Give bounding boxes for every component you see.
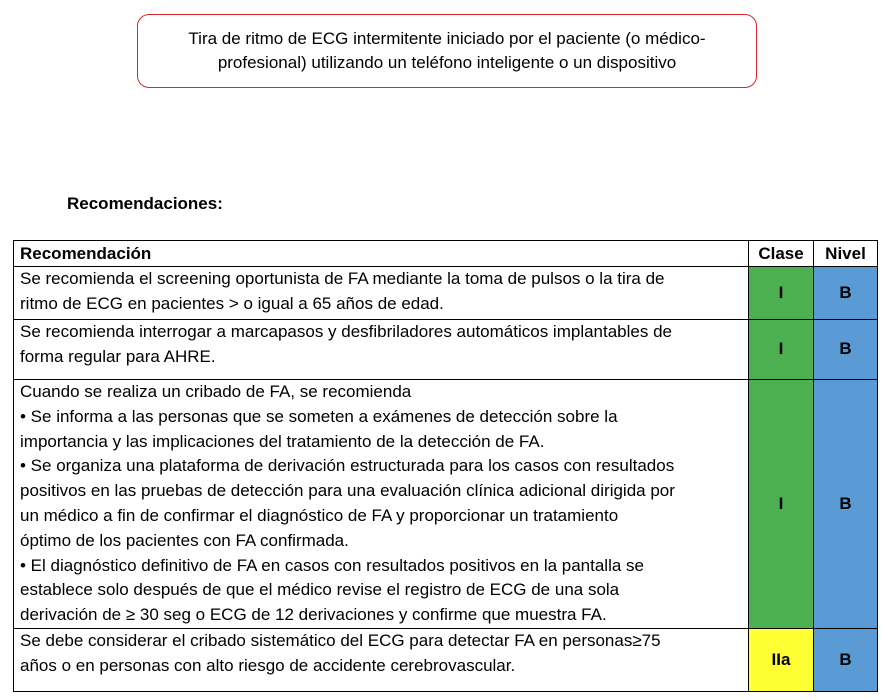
recommendation-line: forma regular para AHRE. — [20, 346, 216, 366]
recommendation-line: Cuando se realiza un cribado de FA, se recomienda — [20, 382, 412, 401]
recommendation-line: • El diagnóstico definitivo de FA en casos con resultados positivos en la pantalla se — [20, 555, 644, 575]
header-recommendation: Recomendación — [14, 241, 749, 267]
table-row — [14, 629, 878, 692]
recommendation-cell — [14, 629, 749, 692]
header-level: Nivel — [814, 241, 878, 267]
callout-text — [188, 27, 705, 75]
recommendation-line: positivos en las pruebas de detección para una evaluación clínica adicional dirigida por — [20, 481, 675, 501]
callout-box — [137, 14, 757, 88]
recommendation-cell — [14, 267, 749, 320]
callout-line: Tira de ritmo de ECG intermitente iniciado por el paciente (o médico- — [188, 29, 706, 48]
table-row — [14, 320, 878, 380]
level-cell: B — [814, 380, 878, 629]
class-cell: IIa — [749, 629, 814, 692]
table-row — [14, 380, 878, 629]
recommendation-cell — [14, 380, 749, 629]
recommendation-line: derivación de ≥ 30 seg o ECG de 12 derivaciones y confirme que muestra FA. — [20, 605, 607, 625]
class-cell: I — [749, 267, 814, 320]
table-header-row — [14, 241, 878, 267]
level-cell: B — [814, 320, 878, 380]
recommendation-line: • Se informa a las personas que se someten a exámenes de detección sobre la — [20, 406, 618, 426]
section-title: Recomendaciones: — [67, 194, 223, 213]
recommendations-table — [13, 240, 878, 692]
recommendation-line: un médico a fin de confirmar el diagnóstico de FA y proporcionar un tratamiento — [20, 505, 619, 525]
recommendation-line: ritmo de ECG en pacientes > o igual a 65 años de edad. — [20, 293, 444, 313]
class-cell: I — [749, 320, 814, 380]
header-class: Clase — [749, 241, 814, 267]
recommendation-line: establece solo después de que el médico revise el registro de ECG de una sola — [20, 580, 620, 600]
recommendation-line: años o en personas con alto riesgo de accidente cerebrovascular. — [20, 655, 516, 675]
recommendation-line: importancia y las implicaciones del tratamiento de la detección de FA. — [20, 431, 545, 451]
level-cell: B — [814, 629, 878, 692]
recommendation-line: Se recomienda el screening oportunista de FA mediante la toma de pulsos o la tira de — [20, 269, 665, 288]
recommendation-line: óptimo de los pacientes con FA confirmada. — [20, 530, 349, 550]
callout-line: profesional) utilizando un teléfono inteligente o un dispositivo — [217, 53, 677, 72]
class-cell: I — [749, 380, 814, 629]
recommendation-line: Se debe considerar el cribado sistemático del ECG para detectar FA en personas≥75 — [20, 631, 661, 650]
recommendation-cell — [14, 320, 749, 380]
recommendation-line: • Se organiza una plataforma de derivación estructurada para los casos con resultados — [20, 456, 675, 476]
level-cell: B — [814, 267, 878, 320]
recommendation-line: Se recomienda interrogar a marcapasos y desfibriladores automáticos implantables de — [20, 322, 673, 341]
table-row — [14, 267, 878, 320]
